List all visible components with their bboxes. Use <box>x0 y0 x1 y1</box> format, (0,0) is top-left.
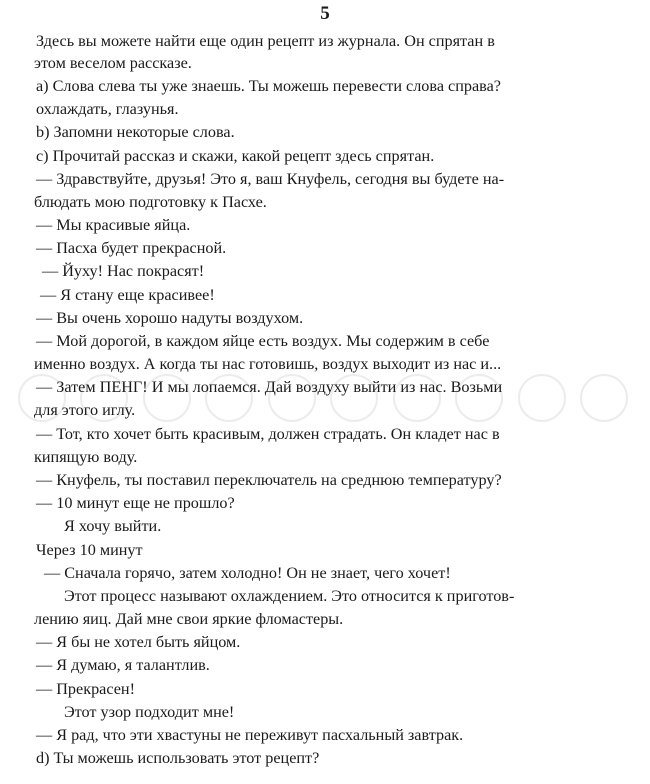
dialogue-line: Я хочу выйти. <box>64 517 162 535</box>
dialogue-line: — Кнуфель, ты поставил переключатель на среднюю температуру? <box>36 471 502 489</box>
watermark-mark <box>518 374 566 422</box>
dialogue-line: — Тот, кто хочет быть красивым, должен страдать. Он кладет нас в <box>36 425 500 443</box>
dialogue-line: — Я рад, что эти хвастуны не переживут пасхальный завтрак. <box>36 726 464 744</box>
intro-line: Здесь вы можете найти еще один рецепт из журнала. Он спрятан в <box>36 32 495 50</box>
dialogue-line: — Здравствуйте, друзья! Это я, ваш Кнуфель, сегодня вы будете на- <box>36 170 505 188</box>
watermark-mark <box>580 374 628 422</box>
dialogue-line: — Прекрасен! <box>36 680 135 698</box>
dialogue-line: Этот узор подходит мне! <box>64 703 235 721</box>
dialogue-line: — Мы красивые яйца. <box>36 216 191 234</box>
dialogue-line: — Сначала горячо, затем холодно! Он не знает, чего хочет! <box>44 564 451 582</box>
dialogue-line: — Затем ПЕНГ! И мы лопаемся. Дай воздуху выйти из нас. Возьми <box>36 378 503 396</box>
task-a: a) Слова слева ты уже знаешь. Ты можешь перевести слова справа? <box>36 77 501 95</box>
dialogue-line: Этот процесс называют охлаждением. Это относится к приготов- <box>64 587 515 605</box>
dialogue-line: именно воздух. А когда ты нас готовишь, воздух выходит из нас и... <box>34 355 502 373</box>
dialogue-line: лению яиц. Дай мне свои яркие фломастеры. <box>34 610 344 628</box>
dialogue-line: — Я думаю, я талантлив. <box>36 656 210 674</box>
task-d: d) Ты можешь использовать этот рецепт? <box>36 749 320 767</box>
dialogue-line: для этого иглу. <box>34 401 136 419</box>
task-a-words: охлаждать, глазунья. <box>36 100 179 118</box>
task-b: b) Запомни некоторые слова. <box>36 123 235 141</box>
dialogue-line: — Я бы не хотел быть яйцом. <box>36 633 241 651</box>
task-c: c) Прочитай рассказ и скажи, какой рецепт здесь спрятан. <box>36 147 435 165</box>
dialogue-line: — Мой дорогой, в каждом яйце есть воздух. Мы содержим в себе <box>36 332 490 350</box>
dialogue-line: — Я стану еще красивее! <box>40 286 215 304</box>
dialogue-line: — Вы очень хорошо надуты воздухом. <box>36 309 304 327</box>
dialogue-line: — Йуху! Нас покрасят! <box>42 262 205 280</box>
page-number: 5 <box>320 3 330 24</box>
dialogue-line: кипящую воду. <box>34 448 138 466</box>
dialogue-line: — 10 минут еще не прошло? <box>36 494 235 512</box>
dialogue-line: блюдать мою подготовку к Пасхе. <box>34 193 267 211</box>
dialogue-line: — Пасха будет прекрасной. <box>36 239 227 257</box>
intro-line: этом веселом рассказе. <box>34 54 192 72</box>
time-note: Через 10 минут <box>36 541 143 559</box>
